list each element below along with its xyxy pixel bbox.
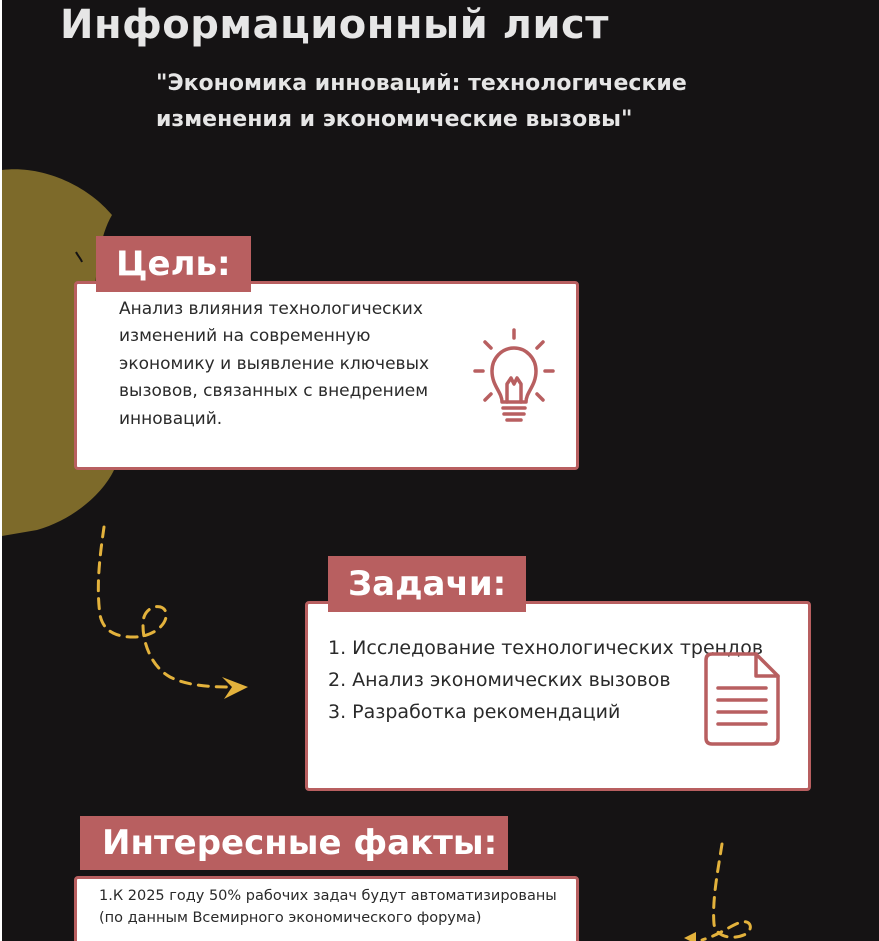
lightbulb-icon xyxy=(469,326,559,430)
goal-card xyxy=(74,281,579,470)
dashed-swirl-decoration xyxy=(662,840,772,941)
page-subtitle: "Экономика инноваций: технологические изменения и экономические вызовы" xyxy=(156,71,687,132)
task-item: 1. Исследование технологических трендов xyxy=(328,637,764,659)
page-title: Информационный лист xyxy=(60,2,609,48)
document-icon xyxy=(704,650,784,748)
facts-label-tag: Интересные факты: xyxy=(80,816,508,870)
tasks-list xyxy=(328,632,763,728)
goal-text: Анализ влияния технологических изменений на современную экономику и выявление ключевых вызовов, связанных с внедрением инноваций. xyxy=(119,299,430,429)
info-sheet-page xyxy=(2,0,879,941)
facts-card xyxy=(74,876,579,941)
task-item: 2. Анализ экономических вызовов xyxy=(328,669,671,691)
goal-label-tag: Цель: xyxy=(96,236,251,292)
tasks-card xyxy=(305,601,811,791)
facts-text: 1.К 2025 году 50% рабочих задач будут автоматизированы (по данным Всемирного экономического форума) xyxy=(99,888,557,926)
task-item: 3. Разработка рекомендаций xyxy=(328,701,621,723)
tasks-label-tag: Задачи: xyxy=(328,556,526,612)
dashed-arrow-decoration xyxy=(92,525,262,705)
